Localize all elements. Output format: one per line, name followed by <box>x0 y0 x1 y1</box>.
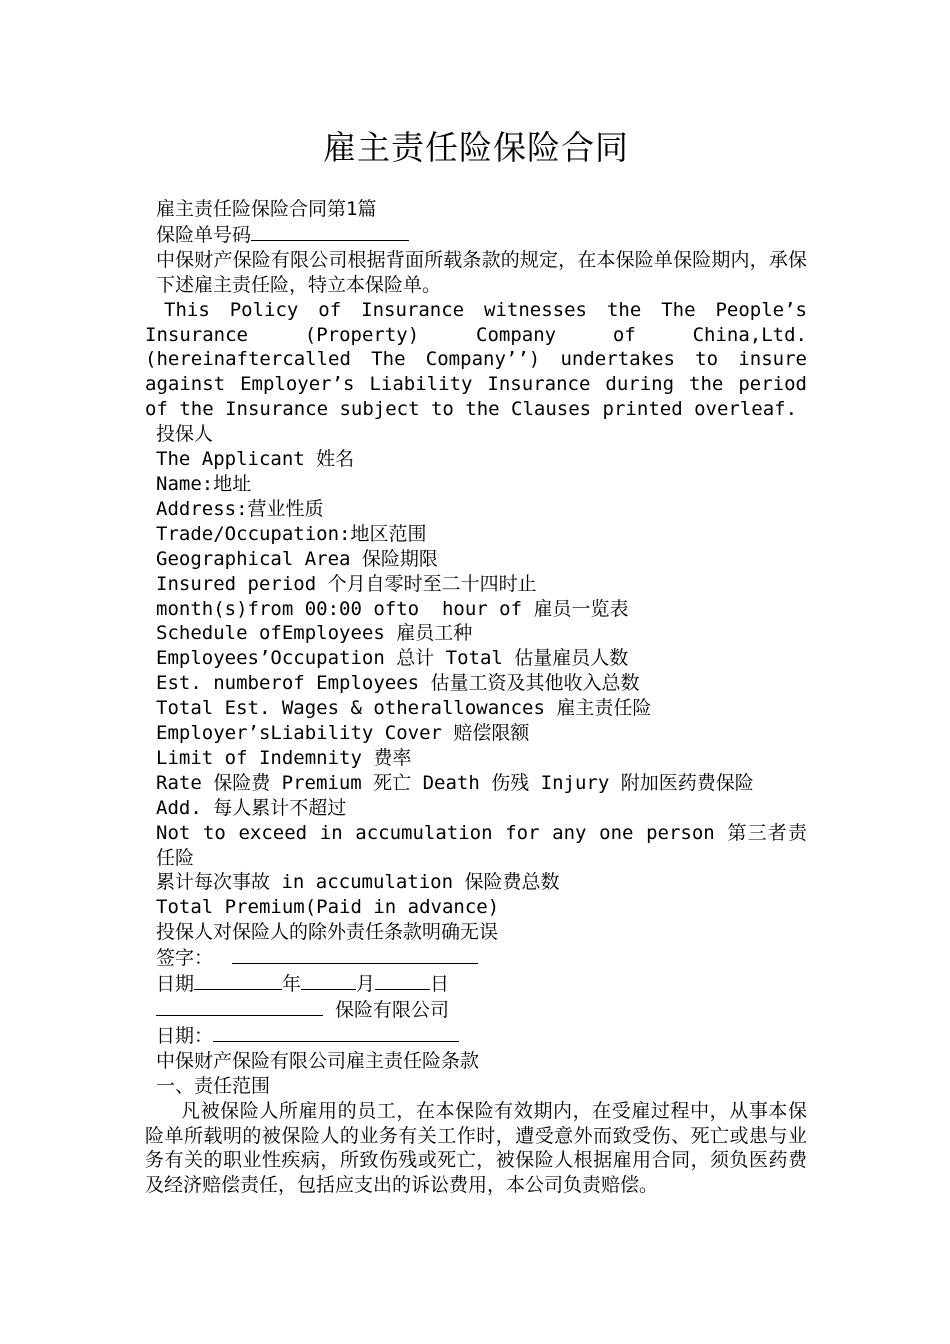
text-line: month(s)from 00:00 ofto hour of 雇员一览表 <box>156 597 629 620</box>
text-line: Add. 每人累计不超过 <box>156 796 347 819</box>
text-line: Geographical Area 保险期限 <box>156 547 438 570</box>
company-label: 保险有限公司 <box>335 999 450 1021</box>
month-label: 月 <box>356 973 376 996</box>
text-line: Est. numberof Employees 估量工资及其他收入总数 <box>156 672 640 695</box>
year-label: 年 <box>282 973 302 996</box>
text-line: Schedule ofEmployees 雇员工种 <box>156 622 473 645</box>
year-underline <box>194 971 282 990</box>
company-underline <box>156 997 323 1016</box>
signature-label: 签字： <box>156 947 214 970</box>
date-label: 日期 <box>156 973 195 996</box>
text-line: Name:地址 <box>156 472 252 495</box>
signature-underline <box>232 945 478 964</box>
company-line <box>145 997 807 1023</box>
blank-underline <box>251 222 409 241</box>
text-paragraph-english: This Policy of Insurance witnesses the The People’s Insurance (Property) Company of China,Ltd. (hereinaftercalled The Company’’) undertakes to insure against Employer’s Liability Insurance during the period of the Insurance subject to the Clauses printed overleaf. <box>145 298 807 421</box>
text-line: Employer’sLiability Cover 赔偿限额 <box>156 722 530 745</box>
day-label: 日 <box>430 973 450 996</box>
text-line: 累计每次事故 in accumulation 保险费总数 <box>156 871 560 894</box>
date-line-2 <box>145 1023 807 1049</box>
document-body <box>145 197 807 1198</box>
date-underline <box>213 1023 459 1042</box>
text-paragraph: 凡被保险人所雇用的员工，在本保险有效期内，在受雇过程中，从事本保险单所载明的被保险人的业务有关工作时，遭受意外而致受伤、死亡或患与业务有关的职业性疾病，所致伤残或死亡，被保险人根据雇用合同，须负医药费及经济赔偿责任，包括应支出的诉讼费用，本公司负责赔偿。 <box>145 1099 807 1197</box>
text-line: Address:营业性质 <box>156 497 324 520</box>
policy-number-label: 保险单号码 <box>156 223 252 246</box>
date-label-2: 日期： <box>156 1024 214 1047</box>
text-line: Trade/Occupation:地区范围 <box>156 522 427 545</box>
text-line: 雇主责任险保险合同第1篇 <box>156 198 377 220</box>
text-paragraph: 中保财产保险有限公司根据背面所载条款的规定，在本保险单保险期内，承保下述雇主责任险，特立本保险单。 <box>156 248 807 296</box>
text-line: Employees’Occupation 总计 Total 估量雇员人数 <box>156 647 629 670</box>
policy-number-line <box>145 222 807 248</box>
month-underline <box>301 971 356 990</box>
text-line: Not to exceed in accumulation for any one person 第三者责任险 <box>156 821 807 869</box>
date-line <box>145 971 807 997</box>
text-line: The Applicant 姓名 <box>156 448 355 471</box>
text-line: 投保人 <box>156 423 214 446</box>
text-line: Insured period 个月自零时至二十四时止 <box>156 572 537 595</box>
signature-line <box>145 945 807 971</box>
text-line: Rate 保险费 Premium 死亡 Death 伤残 Injury 附加医药费保险 <box>156 771 754 794</box>
text-line: Limit of Indemnity 费率 <box>156 746 412 769</box>
text-line: 中保财产保险有限公司雇主责任险条款 <box>156 1049 480 1072</box>
text-line: Total Est. Wages & otherallowances 雇主责任险 <box>156 697 652 720</box>
text-line: 投保人对保险人的除外责任条款明确无误 <box>156 921 499 944</box>
text-line: Total Premium(Paid in advance) <box>156 896 500 919</box>
section-heading: 一、责任范围 <box>156 1074 271 1097</box>
day-underline <box>375 971 430 990</box>
document-title: 雇主责任险保险合同 <box>323 128 629 167</box>
